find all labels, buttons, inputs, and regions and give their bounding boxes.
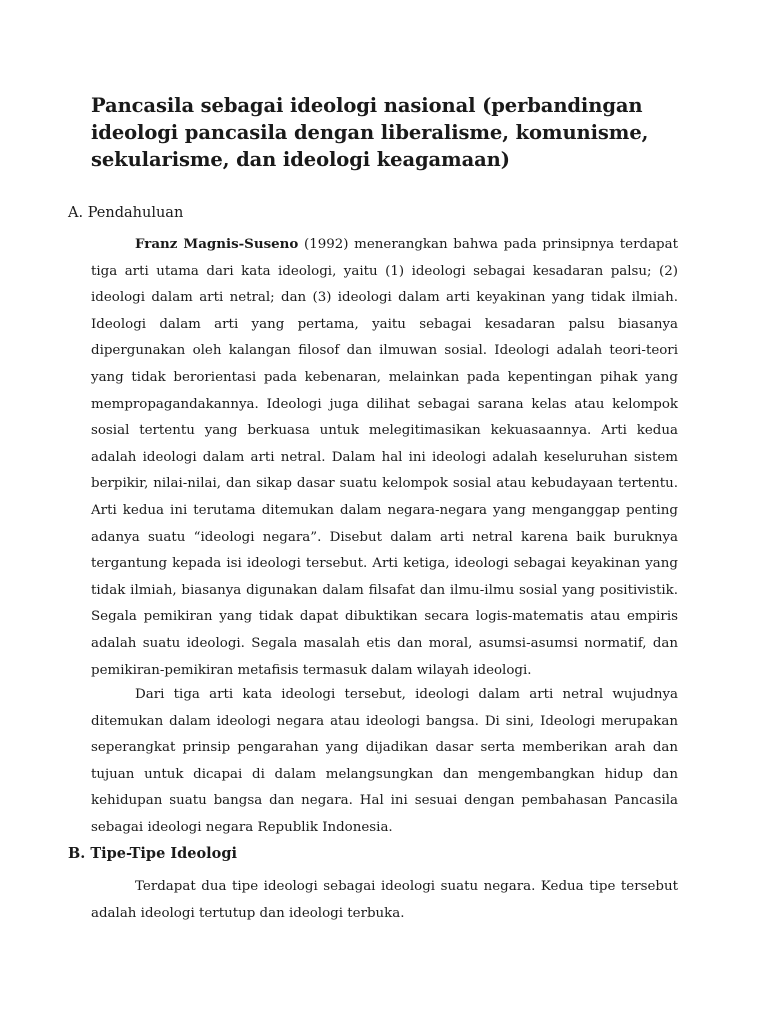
author-name: Franz Magnis-Suseno	[135, 236, 299, 252]
paragraph-text: (1992) menerangkan bahwa pada prinsipnya terdapat tiga arti utama dari kata ideologi, yaitu (1) ideologi sebagai kesadaran palsu; (2) ideologi dalam arti netral; dan (3) ideologi dalam arti keyakinan yang tidak ilmiah. Ideologi dalam arti yang pertama, yaitu sebagai kesadaran palsu biasanya dipergunakan oleh kalangan filosof dan ilmuwan sosial. Ideologi adalah teori-teori yang tidak berorientasi pada kebenaran, melainkan pada kepentingan pihak yang mempropagandakannya. Ideologi juga dilihat sebagai sarana kelas atau kelompok sosial tertentu yang berkuasa untuk melegitimasikan kekuasaannya. Arti kedua adalah ideologi dalam arti netral. Dalam hal ini ideologi adalah keseluruhan sistem berpikir, nilai-nilai, dan sikap dasar suatu kelompok sosial atau kebudayaan tertentu. Arti kedua ini terutama ditemukan dalam negara-negara yang menganggap penting adanya suatu “ideologi negara”. Disebut dalam arti netral karena baik buruknya tergantung kepada isi ideologi tersebut. Arti ketiga, ideologi sebagai keyakinan yang tidak ilmiah, biasanya digunakan dalam filsafat dan ilmu-ilmu sosial yang positivistik. Segala pemikiran yang tidak dapat dibuktikan secara logis-matematis atau empiris adalah suatu ideologi. Segala masalah etis dan moral, asumsi-asumsi normatif, dan pemikiran-pemikiran metafisis termasuk dalam wilayah ideologi.	[91, 237, 678, 678]
paragraph-neutral-ideology: Dari tiga arti kata ideologi tersebut, ideologi dalam arti netral wujudnya ditemukan dalam ideologi negara atau ideologi bangsa. Di sini, Ideologi merupakan seperangkat prinsip pengarahan yang dijadikan dasar serta memberikan arah dan tujuan untuk dicapai di dalam melangsungkan dan mengembangkan hidup dan kehidupan suatu bangsa dan negara. Hal ini sesuai dengan pembahasan Pancasila sebagai ideologi negara Republik Indonesia.	[91, 687, 678, 835]
paragraph-definitions	[91, 231, 678, 684]
section-heading-pendahuluan: A. Pendahuluan	[68, 205, 184, 221]
section-heading-tipe-ideologi: B. Tipe-Tipe Ideologi	[68, 845, 237, 862]
document-title: Pancasila sebagai ideologi nasional (perbandingan ideologi pancasila dengan liberalisme, komunisme, sekularisme, dan ideologi keagamaan)	[91, 94, 649, 171]
paragraph-ideology-types: Terdapat dua tipe ideologi sebagai ideologi suatu negara. Kedua tipe tersebut adalah ideologi tertutup dan ideologi terbuka.	[91, 879, 678, 921]
